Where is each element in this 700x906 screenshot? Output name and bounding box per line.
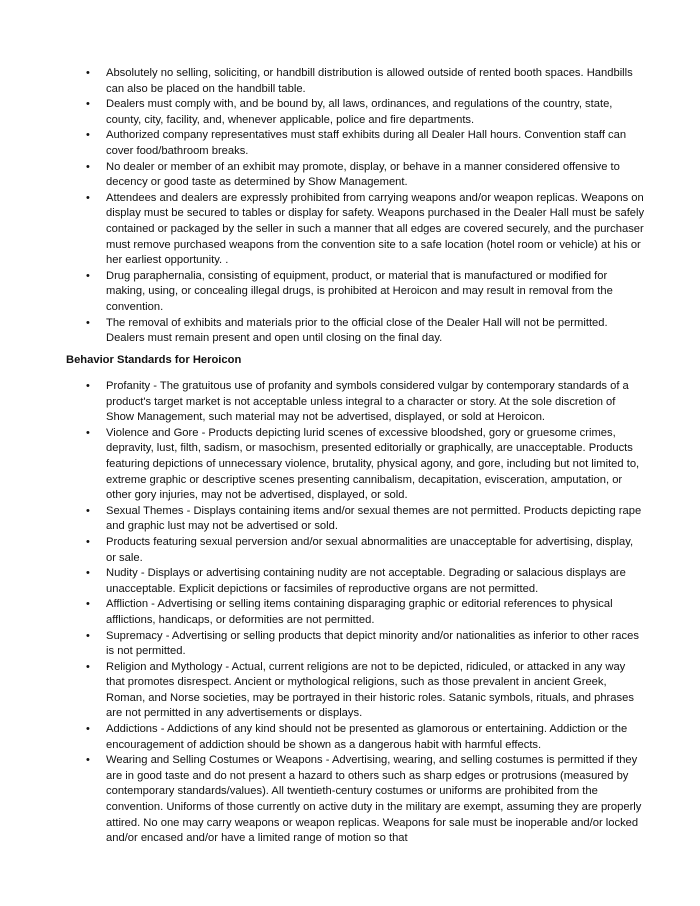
list-item-text: The removal of exhibits and materials prior to the official close of the Dealer Hall will not be permitted. Dealers must remain present and open until closing on the final day. <box>106 316 608 345</box>
list-item <box>86 191 646 269</box>
bullet-icon: • <box>86 191 90 204</box>
list-item-text: Affliction - Advertising or selling items containing disparaging graphic or editorial references to physical afflictions, handicaps, or deformities are not permitted. <box>106 598 613 626</box>
list-item-text: Wearing and Selling Costumes or Weapons - Advertising, wearing, and selling costumes is permitted if they are in good taste and do not present a hazard to others such as sharp edges or protrusions (measured by contemporary standards/values). All twentieth-century costumes or uniforms are prohibited from the convention. Uniforms of those currently on active duty in the military are exempt, assuming they are properly attired. No one may carry weapons or weapon replicas. Weapons for sale must be inoperable and/or locked and/or encased and/or have a limited range of motion so that <box>106 754 642 845</box>
list-item <box>86 160 646 191</box>
list-item <box>86 753 646 847</box>
list-item-text: Attendees and dealers are expressly prohibited from carrying weapons and/or weapon replicas. Weapons on display must be secured to tables or display for safety. Weapons purchased in the Dealer Hall must be safely contained or packaged by the seller in such a manner that all edges are covered securely, and the purchaser must remove purchased weapons from the convention site to a safe location (hotel room or vehicle) at his or her earliest opportunity. . <box>106 191 645 267</box>
list-item <box>86 128 646 159</box>
list-item-text: Supremacy - Advertising or selling products that depict minority and/or nationalities as inferior to other races is not permitted. <box>106 629 639 658</box>
bullet-icon: • <box>86 629 90 642</box>
list-item <box>86 722 646 753</box>
section-heading: Behavior Standards for Heroicon <box>66 354 242 366</box>
list-item <box>86 660 646 722</box>
list-item-text: Nudity - Displays or advertising containing nudity are not acceptable. Degrading or salacious displays are unacceptable. Explicit depictions or facsimiles of reproductive organs are not permitted. <box>106 567 626 595</box>
list-item <box>86 629 646 660</box>
bullet-icon: • <box>86 754 90 767</box>
list-item-text: Dealers must comply with, and be bound by, all laws, ordinances, and regulations of the country, state, county, city, facility, and, whenever applicable, police and fire departments. <box>106 98 613 126</box>
list-item <box>86 426 646 504</box>
bullet-icon: • <box>86 535 90 548</box>
list-item-text: Profanity - The gratuitous use of profanity and symbols considered vulgar by contemporary standards of a product's target market is not acceptable unless integral to a character or story. At the sole discretion of Show Management, such material may not be advertised, displayed, or sold at Heroicon. <box>106 380 629 424</box>
list-item <box>86 535 646 566</box>
bullet-icon: • <box>86 160 90 173</box>
dealer-rules-list <box>86 66 646 347</box>
bullet-icon: • <box>86 129 90 142</box>
bullet-icon: • <box>86 316 90 329</box>
list-item <box>86 379 646 426</box>
bullet-icon: • <box>86 98 90 111</box>
list-item <box>86 504 646 535</box>
list-item <box>86 66 646 97</box>
behavior-standards-list <box>86 379 646 847</box>
bullet-icon: • <box>86 504 90 517</box>
list-item-text: No dealer or member of an exhibit may promote, display, or behave in a manner considered offensive to decency or good taste as determined by Show Management. <box>106 160 620 189</box>
list-item <box>86 269 646 316</box>
bullet-icon: • <box>86 723 90 736</box>
bullet-icon: • <box>86 269 90 282</box>
list-item-text: Drug paraphernalia, consisting of equipment, product, or material that is manufactured or modified for making, using, or concealing illegal drugs, is prohibited at Heroicon and may result in removal from the convention. <box>106 269 613 313</box>
list-item <box>86 97 646 128</box>
list-item-text: Violence and Gore - Products depicting lurid scenes of excessive bloodshed, gory or gruesome crimes, depravity, lust, filth, sadism, or masochism, presented editorially or graphically, are unacceptable. Products featuring depictions of unnecessary violence, brutality, physical agony, and gore, including but not limited to, extreme graphic or descriptive scenes presenting cannibalism, decapitation, evisceration, amputation, or other gory injuries, may not be advertised, displayed, or sold. <box>106 426 640 502</box>
list-item-text: Religion and Mythology - Actual, current religions are not to be depicted, ridiculed, or attacked in any way that promotes disrespect. Ancient or mythological religions, such as those prevalent in ancient Greek, Roman, and Norse societies, may be portrayed in their historic roles. Satanic symbols, rituals, and phrases are not permitted in any advertisements or displays. <box>106 660 634 720</box>
bullet-icon: • <box>86 426 90 439</box>
list-item-text: Absolutely no selling, soliciting, or handbill distribution is allowed outside of rented booth spaces. Handbills can also be placed on the handbill table. <box>106 67 633 95</box>
list-item <box>86 597 646 628</box>
bullet-icon: • <box>86 567 90 580</box>
list-item-text: Sexual Themes - Displays containing items and/or sexual themes are not permitted. Products depicting rape and graphic lust may not be advertised or sold. <box>106 504 642 533</box>
bullet-icon: • <box>86 660 90 673</box>
list-item-text: Products featuring sexual perversion and/or sexual abnormalities are unacceptable for advertising, display, or sale. <box>106 535 634 564</box>
bullet-icon: • <box>86 380 90 392</box>
bullet-icon: • <box>86 598 90 611</box>
list-item-text: Authorized company representatives must staff exhibits during all Dealer Hall hours. Convention staff can cover food/bathroom breaks. <box>106 129 627 157</box>
list-item <box>86 316 646 347</box>
bullet-icon: • <box>86 67 90 79</box>
list-item <box>86 566 646 597</box>
list-item-text: Addictions - Addictions of any kind should not be presented as glamorous or entertaining. Addiction or the encouragement of addiction should be shown as a dangerous habit with harmful effects. <box>106 723 628 751</box>
